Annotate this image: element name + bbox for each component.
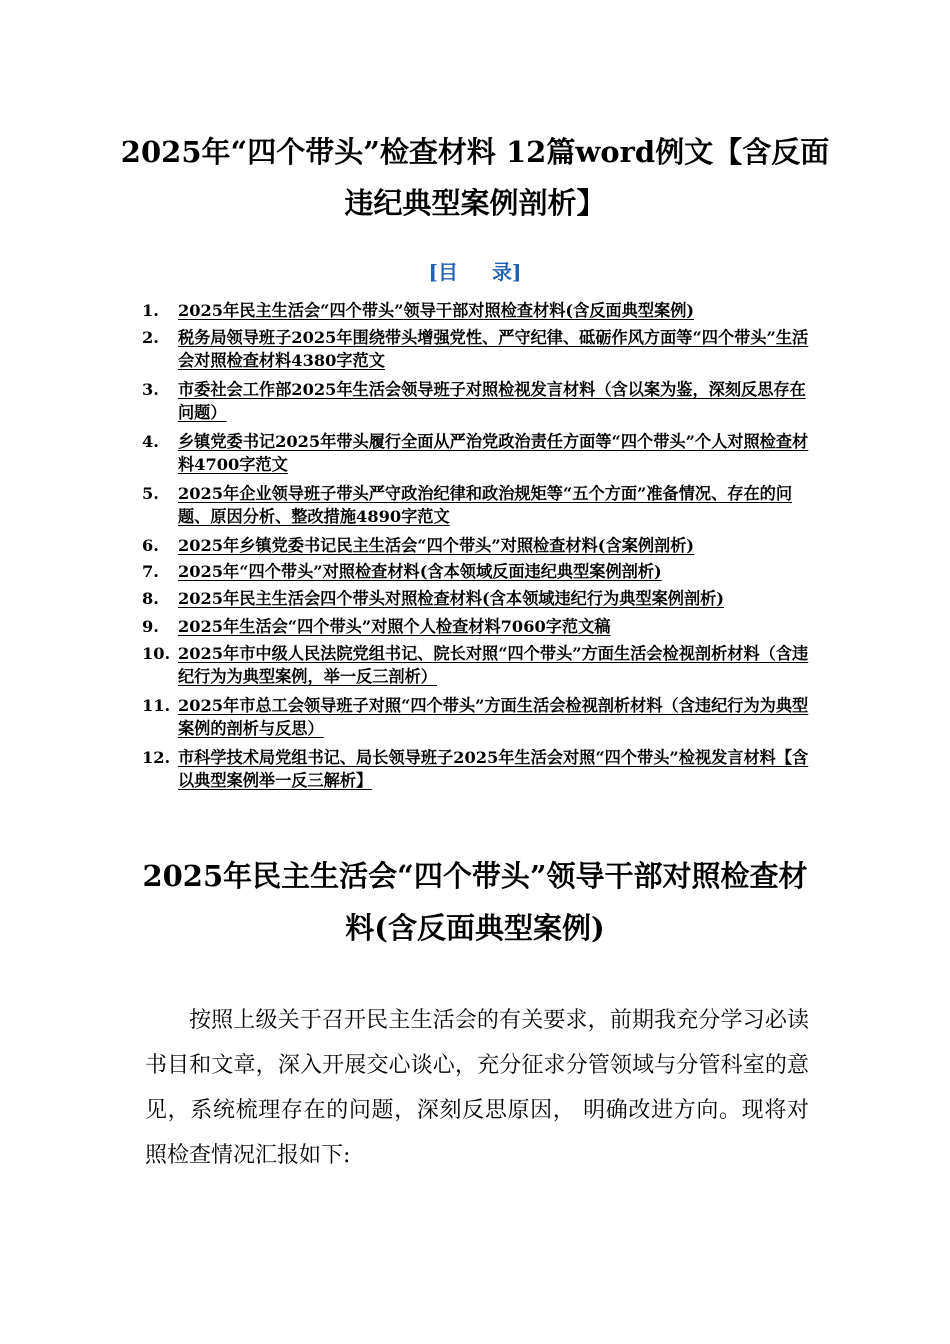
toc-item[interactable] bbox=[142, 534, 812, 558]
toc-item-number: 3. bbox=[142, 379, 159, 399]
toc-item-link[interactable]: 税务局领导班子2025年围绕带头增强党性、严守纪律、砥砺作风方面等“四个带头”生活会对照检查材料4380字范文 bbox=[178, 327, 809, 370]
toc-item-link[interactable]: 2025年市中级人民法院党组书记、院长对照“四个带头”方面生活会检视剖析材料（含违纪行为为典型案例，举一反三剖析） bbox=[178, 643, 809, 686]
section-title: 2025年民主生活会“四个带头”领导干部对照检查材料(含反面典型案例) bbox=[142, 859, 808, 945]
toc-item-link[interactable]: 2025年“四个带头”对照检查材料(含本领域反面违纪典型案例剖析) bbox=[178, 562, 662, 581]
body-paragraph: 按照上级关于召开民主生活会的有关要求，前期我充分学习必读书目和文章，深入开展交心谈心，充分征求分管领域与分管科室的意见，系统梳理存在的问题，深刻反思原因， 明确改进方向。现将对照检查情况汇报如下: bbox=[145, 1008, 809, 1168]
toc-heading[interactable] bbox=[0, 258, 950, 286]
toc-item-link[interactable]: 2025年市总工会领导班子对照“四个带头”方面生活会检视剖析材料（含违纪行为为典型案例的剖析与反思） bbox=[178, 695, 809, 738]
toc-item-number: 9. bbox=[142, 617, 159, 636]
toc-item-link[interactable]: 2025年企业领导班子带头严守政治纪律和政治规矩等“五个方面”准备情况、存在的问题、原因分析、整改措施4890字范文 bbox=[178, 483, 793, 526]
toc-item-number: 4. bbox=[142, 431, 159, 451]
toc-item[interactable] bbox=[142, 482, 812, 529]
toc-item-link[interactable]: 2025年民主生活会四个带头对照检查材料(含本领域违纪行为典型案例剖析) bbox=[178, 588, 724, 608]
toc-item-link[interactable]: 市委社会工作部2025年生活会领导班子对照检视发言材料（含以案为鉴，深刻反思存在问题） bbox=[178, 379, 806, 422]
toc-item[interactable] bbox=[142, 746, 812, 793]
toc-item-link[interactable]: 2025年民主生活会“四个带头”领导干部对照检查材料(含反面典型案例) bbox=[178, 301, 695, 320]
toc-item-number: 8. bbox=[142, 588, 159, 608]
document-title: 2025年“四个带头”检查材料 12篇word例文【含反面违纪典型案例剖析】 bbox=[120, 135, 830, 220]
toc-item-link[interactable]: 2025年生活会“四个带头”对照个人检查材料7060字范文稿 bbox=[178, 617, 611, 636]
toc-item-link[interactable]: 2025年乡镇党委书记民主生活会“四个带头”对照检查材料(含案例剖析) bbox=[178, 535, 695, 555]
toc-item[interactable] bbox=[142, 694, 812, 741]
toc-item[interactable] bbox=[142, 615, 812, 639]
toc-item[interactable] bbox=[142, 642, 812, 689]
toc-item[interactable] bbox=[142, 299, 812, 323]
table-of-contents bbox=[142, 299, 812, 798]
toc-heading-left[interactable]: [目 bbox=[428, 260, 458, 284]
toc-item-number: 7. bbox=[142, 562, 159, 581]
toc-item-number: 12. bbox=[142, 747, 171, 767]
toc-item-number: 10. bbox=[142, 643, 171, 663]
toc-item[interactable] bbox=[142, 326, 812, 373]
toc-item[interactable] bbox=[142, 560, 812, 584]
toc-item-number: 6. bbox=[142, 535, 159, 555]
toc-item-link[interactable]: 乡镇党委书记2025年带头履行全面从严治党政治责任方面等“四个带头”个人对照检查材料4700字范文 bbox=[178, 431, 809, 474]
toc-item-number: 5. bbox=[142, 483, 159, 503]
toc-item-link[interactable]: 市科学技术局党组书记、局长领导班子2025年生活会对照“四个带头”检视发言材料【含以典型案例举一反三解析】 bbox=[178, 747, 809, 790]
toc-item-number: 11. bbox=[142, 695, 171, 715]
toc-item-number: 2. bbox=[142, 327, 159, 347]
toc-item[interactable] bbox=[142, 430, 812, 477]
toc-item-number: 1. bbox=[142, 301, 159, 320]
toc-heading-right[interactable]: 录] bbox=[492, 260, 522, 284]
toc-item[interactable] bbox=[142, 587, 812, 611]
toc-item[interactable] bbox=[142, 378, 812, 425]
